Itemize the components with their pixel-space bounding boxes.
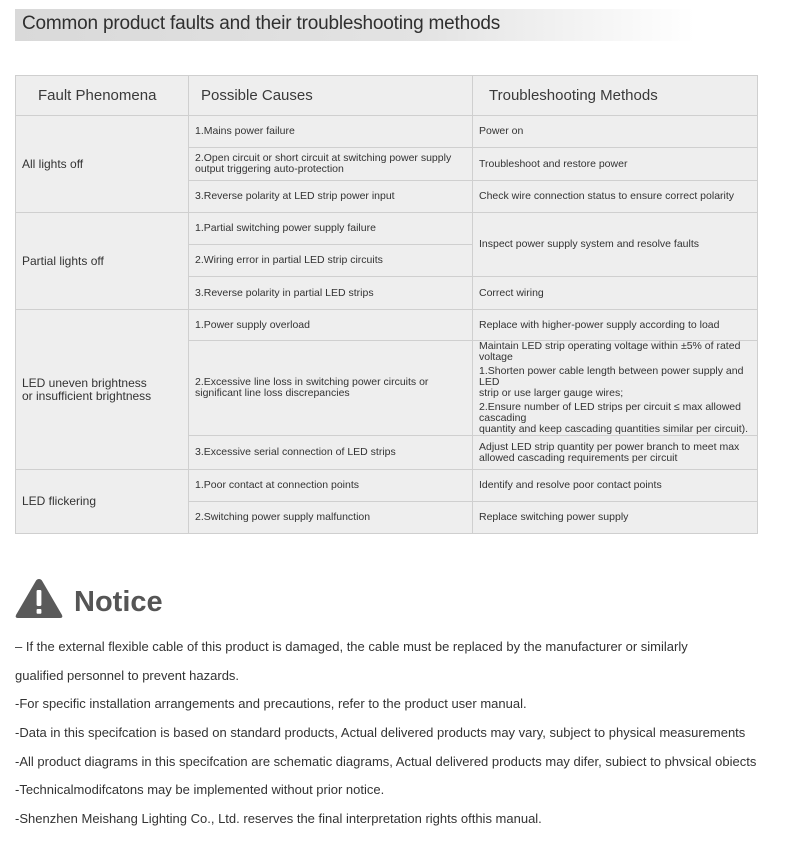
cause-cell: 2.Wiring error in partial LED strip circuits xyxy=(189,245,473,277)
phenomenon-cell: LED uneven brightness or insufficient brightness xyxy=(16,310,189,470)
method-cell: Identify and resolve poor contact points xyxy=(473,470,758,502)
table-row xyxy=(16,213,758,245)
method-cell: Correct wiring xyxy=(473,277,758,310)
cause-cell: 1.Partial switching power supply failure xyxy=(189,213,473,245)
method-cell: Replace with higher-power supply according to load xyxy=(473,310,758,341)
method-cell: Maintain LED strip operating voltage within ±5% of rated voltage 1.Shorten power cable length between power supply and LED strip or use larger gauge wires; 2.Ensure number of LED strips per circuit ≤ max allowed cascading quantity and keep cascading quantities similar per circuit). xyxy=(473,341,758,436)
page-title: Common product faults and their troubleshooting methods xyxy=(22,13,500,34)
warning-triangle-icon xyxy=(14,577,64,621)
notice-line: gualified personnel to prevent hazards. xyxy=(15,667,240,683)
method-cell: Power on xyxy=(473,116,758,148)
notice-line: -All product diagrams in this specifcation are schematic diagrams, Actual delivered products may difer, subiect to phvsical obiects xyxy=(15,753,757,769)
phenomenon-cell: Partial lights off xyxy=(16,213,189,310)
cause-cell: 2.Switching power supply malfunction xyxy=(189,502,473,534)
header-possible-causes: Possible Causes xyxy=(189,76,473,116)
cause-cell: 1.Power supply overload xyxy=(189,310,473,341)
table-row xyxy=(16,116,758,148)
fault-table xyxy=(15,75,758,534)
method-cell: Check wire connection status to ensure correct polarity xyxy=(473,181,758,213)
cause-cell: 1.Mains power failure xyxy=(189,116,473,148)
header-troubleshooting-methods: Troubleshooting Methods xyxy=(473,76,758,116)
method-cell: Inspect power supply system and resolve faults xyxy=(473,213,758,277)
notice-line: -Shenzhen Meishang Lighting Co., Ltd. reserves the final interpretation rights ofthis manual. xyxy=(15,811,542,827)
notice-line: – If the external flexible cable of this product is damaged, the cable must be replaced by the manufacturer or similarly xyxy=(15,639,688,654)
table-header-row xyxy=(16,76,758,116)
table-row xyxy=(16,470,758,502)
cause-cell: 2.Excessive line loss in switching power circuits or significant line loss discrepancies xyxy=(189,341,473,436)
table-row xyxy=(16,310,758,341)
method-cell: Troubleshoot and restore power xyxy=(473,148,758,181)
phenomenon-cell: All lights off xyxy=(16,116,189,213)
notice-list xyxy=(15,637,775,838)
method-cell: Replace switching power supply xyxy=(473,502,758,534)
cause-cell: 2.Open circuit or short circuit at switching power supply output triggering auto-protection xyxy=(189,148,473,181)
cause-cell: 3.Excessive serial connection of LED strips xyxy=(189,436,473,470)
notice-title: Notice xyxy=(74,586,163,618)
method-cell: Adjust LED strip quantity per power branch to meet max allowed cascading requirements per circuit xyxy=(473,436,758,470)
cause-cell: 1.Poor contact at connection points xyxy=(189,470,473,502)
notice-line: -For specific installation arrangements and precautions, refer to the product user manual. xyxy=(15,696,527,712)
header-fault-phenomena: Fault Phenomena xyxy=(16,76,189,116)
notice-line: -Technicalmodifcatons may be implemented without prior notice. xyxy=(15,782,385,798)
phenomenon-cell: LED flickering xyxy=(16,470,189,534)
notice-heading xyxy=(14,577,214,623)
section-title-bar xyxy=(15,9,695,41)
cause-cell: 3.Reverse polarity at LED strip power input xyxy=(189,181,473,213)
notice-line: -Data in this specifcation is based on standard products, Actual delivered products may vary, subject to physical measurements xyxy=(15,725,746,741)
cause-cell: 3.Reverse polarity in partial LED strips xyxy=(189,277,473,310)
